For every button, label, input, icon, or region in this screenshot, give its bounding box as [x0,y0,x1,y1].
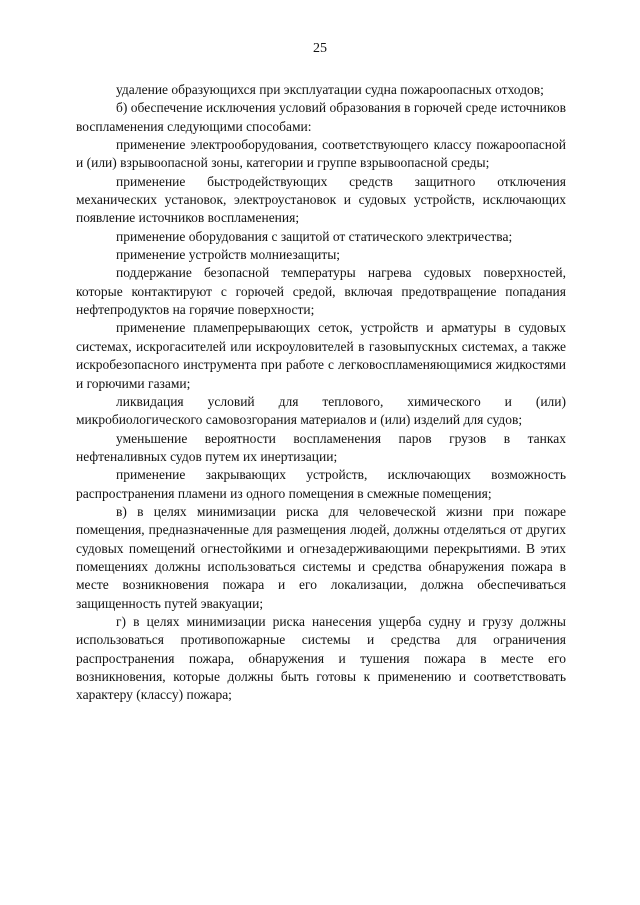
paragraph-vessel-damage-risk: г) в целях минимизации риска нанесения ущерба судну и грузу должны использоваться противопожарные системы и средства для ограничения распространения пожара, обнаружения и тушения пожара в месте его возникновения, которые должны быть готовы к применению и соответствовать характеру (классу) пожара; [76,613,566,703]
page-number: 25 [313,41,327,56]
paragraph-static-protection: применение оборудования с защитой от статического электричества; [116,228,513,244]
paragraph-waste-removal: удаление образующихся при эксплуатации судна пожароопасных отходов; [116,82,544,97]
paragraph-fast-shutdown: применение быстродействующих средств защитного отключения механических установок, электроустановок и судовых устройств, исключающих появление источников воспламенения; [76,173,566,226]
paragraph-lightning-protection: применение устройств молниезащиты; [116,247,341,263]
paragraph-electrical-equipment: применение электрооборудования, соответствующего классу пожароопасной и (или) взрывоопасной зоны, категории и группе взрывоопасной среды; [76,137,566,171]
paragraph-flame-arresters: применение пламепрерывающих сеток, устройств и арматуры в судовых системах, искрогасителей или искроуловителей в газовыпускных системах, а также искробезопасного инструмента при работе с легковоспламеняющимися жидкостями и горючими газами; [76,320,566,391]
paragraph-human-life-risk: в) в целях минимизации риска для человеческой жизни при пожаре помещения, предназначенные для размещения людей, должны отделяться от других судовых помещений огнестойкими и огнезадерживающими перекрытиями. В этих помещениях должны использоваться системы и средства обнаружения пожара в месте возникновения пожара и его локализации, должна обеспечиваться защищенность путей эвакуации; [76,503,566,611]
paragraph-ignition-sources: б) обеспечение исключения условий образования в горючей среде источников воспламенения следующими способами: [76,100,566,134]
paragraph-closing-devices: применение закрывающих устройств, исключающих возможность распространения пламени из одного помещения в смежные помещения; [76,467,566,501]
document-body [76,81,566,705]
paragraph-surface-temperature: поддержание безопасной температуры нагрева судовых поверхностей, которые контактируют с горючей средой, включая предотвращение попадания нефтепродуктов на горячие поверхности; [76,265,566,318]
paragraph-inertization: уменьшение вероятности воспламенения паров грузов в танках нефтеналивных судов путем их инертизации; [76,430,566,464]
paragraph-self-ignition: ликвидация условий для теплового, химического и (или) микробиологического самовозгорания материалов и (или) изделий для судов; [76,393,566,428]
